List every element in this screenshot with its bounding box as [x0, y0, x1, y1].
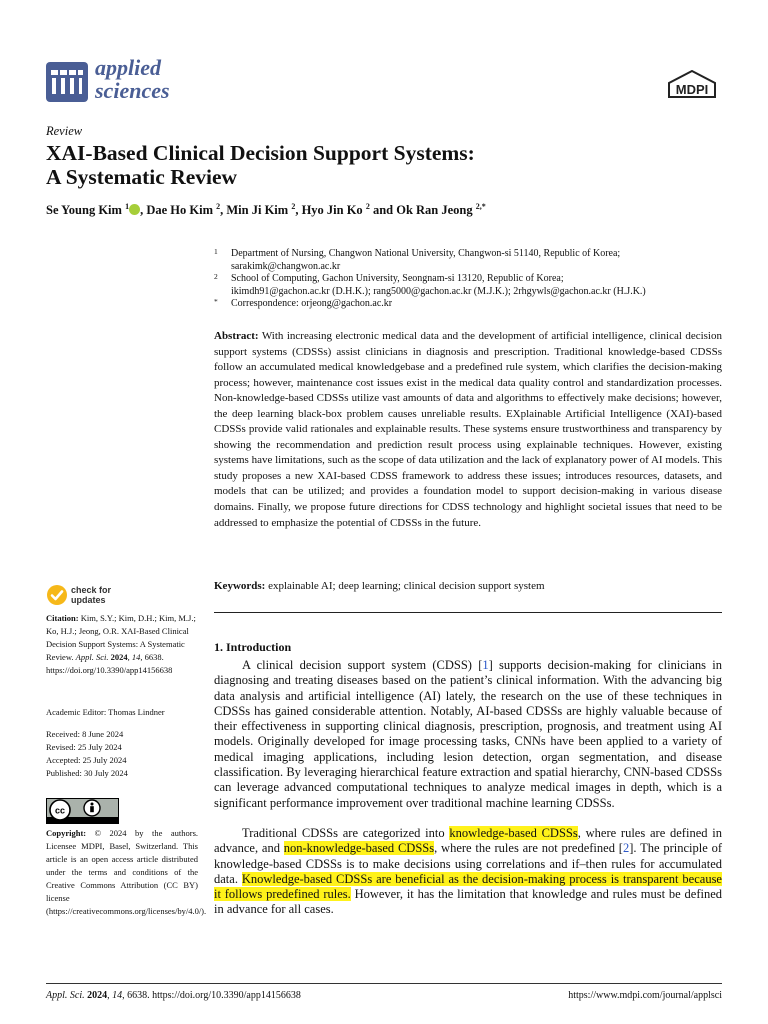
article-type: Review	[46, 124, 83, 138]
journal-logo	[46, 55, 180, 106]
check-for-updates-button[interactable]: check for updates	[46, 584, 146, 608]
date-published: Published: 30 July 2024	[46, 768, 128, 778]
intro-paragraph-1: A clinical decision support system (CDSS) [1] supports decision-making for clinicians in diagnosing and treating diseases based on the patient’s clinical information. With the advancing big data analysis and artificial intelligence (AI) lately, the research on the use of these techniques in CDSSs has gained considerable attention. Notably, AI-based CDSSs are highly valuable because of their effectiveness in supporting clinical diagnosis, prescription, prognosis, and treatment using AI models. Originally developed for image processing tasks, CNNs have been applied to a variety of medical imaging applications, including lesion detection, organ segmentation, and disease classification. By leveraging hierarchical feature extraction and spatial hierarchy, CNN-based CDSSs can leverage advanced computational techniques to analyze medical images in depth, which is a significant performance improvement over traditional machine learning CDSSs.	[214, 658, 722, 810]
author: Ok Ran Jeong	[396, 203, 473, 218]
section-heading: 1. Introduction	[214, 640, 292, 654]
author: Dae Ho Kim	[146, 203, 213, 218]
intro-paragraph-2: Traditional CDSSs are categorized into knowledge-based CDSSs, where rules are defined in advance, and non-knowledge-based CDSSs, where the rules are not predefined [2]. The principle of knowledge-based CDSSs is to make decisions using correlations and if–then rules for accumulated data. Knowledge-based CDSSs are beneficial as the decision-making process is transparent because it follows predefined rules. However, it has the limitation that knowledge and rules must be defined in advance for all cases.	[214, 826, 723, 917]
abstract-text: With increasing electronic medical data and the development of artificial intelligence, clinical decision support systems (CDSSs) assist clinicians in diagnosis and prescription. Traditional knowledge-based CDSSs follow an accumulated medical knowledgebase and a predefined rule system, which clarifies the decision-making process; however, maintenance cost issues exist in the medical data quality control and standardization processes. Non-knowledge-based CDSSs utilize vast amounts of data and algorithms to effectively make decisions; however, the deep learning black-box problem causes unreliable results. EXplainable Artificial Intelligence (XAI)-based CDSSs provide valid rationales and explainable results. These systems ensure trustworthiness and transparency by showing the recommendation and prediction result process using explainable techniques. However, existing systems have limitations, such as the scope of data utilization and the lack of explanatory power of AI models. This study proposes a new XAI-based CDSS framework to address these issues; introduces resources, datasets, and models that can be utilized; and provides a foundation model to support decision-making in various disease domains. Finally, we propose future directions for CDSS technology and highlight societal issues that need to be addressed to emphasize the potential of CDSSs in the future.	[214, 330, 722, 529]
citation-link[interactable]: 1	[482, 658, 489, 672]
highlight: Knowledge-based CDSSs are beneficial as the decision-making process is transparent because it follows predefined rules.	[214, 871, 722, 902]
abstract	[214, 329, 722, 531]
journal-url-link[interactable]: https://www.mdpi.com/journal/applsci	[568, 990, 722, 1001]
mdpi-logo	[666, 70, 718, 100]
academic-editor: Academic Editor: Thomas Lindner	[46, 707, 165, 717]
date-received: Received: 8 June 2024	[46, 729, 124, 739]
cc-by-license-icon[interactable]	[46, 798, 119, 824]
dates	[46, 728, 198, 780]
author: Se Young Kim	[46, 203, 122, 218]
journal-name: applied sciences	[95, 55, 170, 103]
abstract-label: Abstract:	[214, 330, 259, 342]
highlight: knowledge-based CDSSs	[449, 826, 578, 840]
paper-title: XAI-Based Clinical Decision Support Systems: A Systematic Review	[46, 141, 475, 189]
author: Min Ji Kim	[226, 203, 289, 218]
citation-link[interactable]: 2	[622, 841, 630, 856]
date-revised: Revised: 25 July 2024	[46, 742, 122, 752]
footer-citation: Appl. Sci. 2024, 14, 6638. https://doi.org/10.3390/app14156638	[46, 990, 301, 1001]
author-list: Se Young Kim $^1$ , Dae Ho Kim $^2$, Min Ji Kim $^2$, Hyo Jin Ko $^2$ and Ok Ran Jeong $^{2,*}$	[46, 202, 486, 218]
keywords: Keywords: explainable AI; deep learning; clinical decision support system	[214, 580, 545, 592]
citation-block: Citation: Kim, S.Y.; Kim, D.H.; Kim, M.J.; Ko, H.J.; Jeong, O.R. XAI-Based Clinical Decision Support Systems: A Systematic Review. Appl. Sci. 2024, 14, 6638. https://doi.org/10.3390/app14156638	[46, 613, 196, 675]
author: Hyo Jin Ko	[301, 203, 363, 218]
orcid-icon[interactable]	[129, 204, 140, 215]
section-divider	[214, 612, 722, 613]
check-updates-icon	[46, 584, 68, 606]
footer-divider	[46, 983, 722, 984]
copyright-notice: Copyright: © 2024 by the authors. Licensee MDPI, Basel, Switzerland. This article is an open access article distributed under the terms and conditions of the Creative Commons Attribution (CC BY) license (https://creativecommons.org/licenses/by/4.0/).	[46, 828, 207, 916]
journal-emblem-icon	[46, 62, 88, 102]
highlight: non-knowledge-based CDSSs	[283, 841, 435, 856]
publisher-name: MDPI	[675, 82, 709, 97]
date-accepted: Accepted: 25 July 2024	[46, 755, 127, 765]
svg-text:cc: cc	[54, 805, 66, 816]
